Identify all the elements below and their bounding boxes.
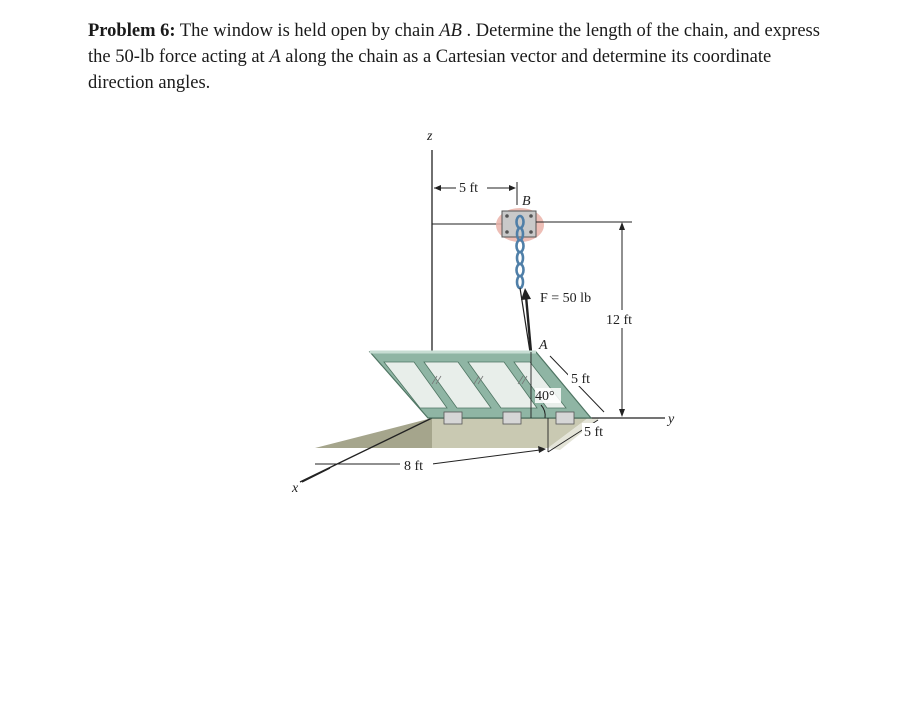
- problem-text-3: along the chain as a Cartesian vector and determine its coordinate direction angles.: [88, 47, 772, 93]
- problem-text-1: The window is held open by chain: [175, 21, 440, 41]
- dim-window-label: 5 ft: [571, 372, 591, 387]
- dim-height-arrow-bottom: [619, 409, 625, 417]
- plate-bolt-1: [505, 214, 509, 218]
- dim-x-label: 8 ft: [404, 459, 424, 474]
- point-b-label: B: [522, 194, 531, 209]
- chain-name: AB: [439, 21, 462, 41]
- x-axis-label: x: [292, 481, 299, 496]
- problem-text-2: . Determine the length of the chain, and express the 50-lb force acting at: [88, 21, 820, 67]
- dim-base-label: 5 ft: [584, 425, 604, 440]
- plate-bolt-3: [505, 230, 509, 234]
- dim-height-arrow-top: [619, 222, 625, 230]
- x-axis-front: [302, 468, 330, 482]
- dim-top-arrow-right: [509, 185, 516, 191]
- plate-bolt-4: [529, 230, 533, 234]
- chain: [517, 216, 524, 288]
- dim-x-line-right: [432, 450, 540, 464]
- force-label: F = 50 lb: [540, 291, 592, 306]
- problem-heading: Problem 6:: [88, 21, 176, 41]
- dim-height-label: 12 ft: [606, 313, 633, 328]
- dim-top-arrow-left: [434, 185, 441, 191]
- z-axis-label: z: [427, 129, 433, 144]
- force-arrow-head: [521, 288, 531, 300]
- point-a-label: A: [539, 338, 548, 353]
- point-name: A: [269, 47, 281, 67]
- y-axis-label: y: [668, 412, 675, 427]
- floor-opening-dark: [315, 418, 432, 448]
- plate-bolt-2: [529, 214, 533, 218]
- angle-label: 40°: [535, 389, 555, 404]
- dim-top-label: 5 ft: [459, 181, 479, 196]
